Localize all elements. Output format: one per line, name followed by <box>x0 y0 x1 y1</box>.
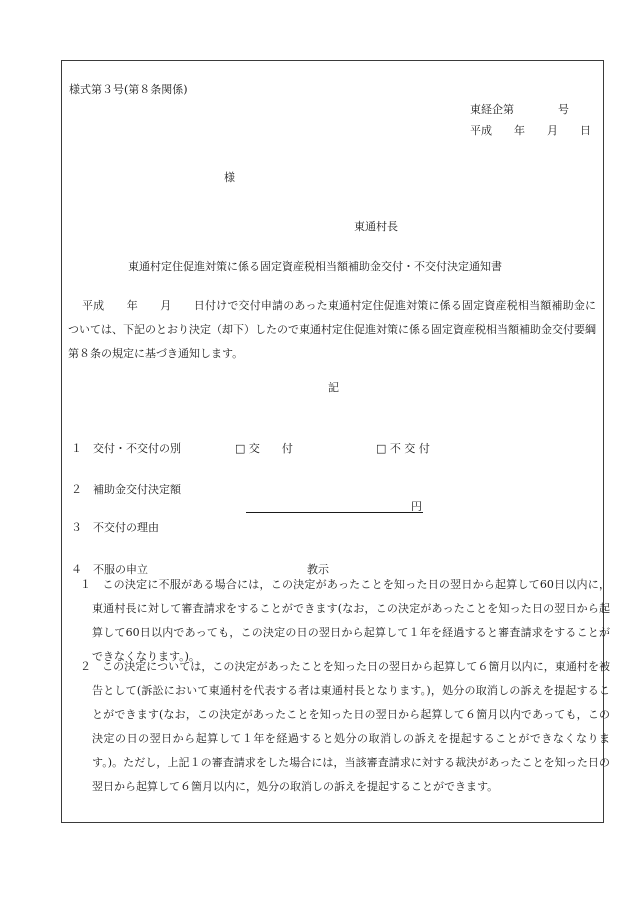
notice-paragraph-2: ２ この決定については，この決定があったことを知った日の翌日から起算して６箇月以内に，東通村を被告として(訴訟において東通村を代表する者は東通村長となります。)，処分の取消しの訴えを提起することができます(なお，この決定があったことを知った日の翌日から起算して６箇月以内であっても，この決定の日の翌日から起算して１年を経過すると処分の取消しの訴えを提起することができなくなります。)。ただし，上記１の審査請求をした場合には，当該審査請求に対する裁決があったことを知った日の翌日から起算して６箇月以内に，処分の取消しの訴えを提起することができます。 <box>80 660 610 793</box>
item1-label: １ 交付・不交付の別 <box>71 442 181 455</box>
addressee-suffix: 様 <box>224 171 235 184</box>
body-paragraph: 平成 年 月 日付けで交付申請のあった東通村定住促進対策に係る固定資産税相当額補助金については、下記のとおり決定（却下）したので東通村定住促進対策に係る固定資産税相当額補助金交付要綱第８条の規定に基づき通知します。 <box>68 299 596 360</box>
item4-label: ４ 不服の申立 <box>71 563 148 576</box>
amount-underline <box>246 512 423 513</box>
item3-label: ３ 不交付の理由 <box>71 521 159 534</box>
document-title: 東通村定住促進対策に係る固定資産税相当額補助金交付・不交付決定通知書 <box>128 260 502 273</box>
document-number: 東経企第 号 <box>470 103 569 116</box>
item2-label: ２ 補助金交付決定額 <box>71 483 181 496</box>
document-date: 平成 年 月 日 <box>470 124 591 137</box>
form-label: 様式第３号(第８条関係) <box>69 83 188 96</box>
ki-heading: 記 <box>328 381 339 394</box>
non-issuance-checkbox[interactable]: □ 不 交 付 <box>376 442 430 455</box>
notice-paragraph-1: １ この決定に不服がある場合には，この決定があったことを知った日の翌日から起算して60日以内に，東通村長に対して審査請求をすることができます(なお，この決定があったことを知った日の翌日から起算して60日以内であっても，この決定の日の翌日から起算して１年を経過すると審査請求をすることができなくなります。)。 <box>80 578 610 663</box>
issuance-checkbox[interactable]: □ 交 付 <box>235 442 293 455</box>
issuer-name: 東通村長 <box>354 220 398 233</box>
notice-heading: 教示 <box>307 563 329 576</box>
yen-unit: 円 <box>411 500 422 513</box>
